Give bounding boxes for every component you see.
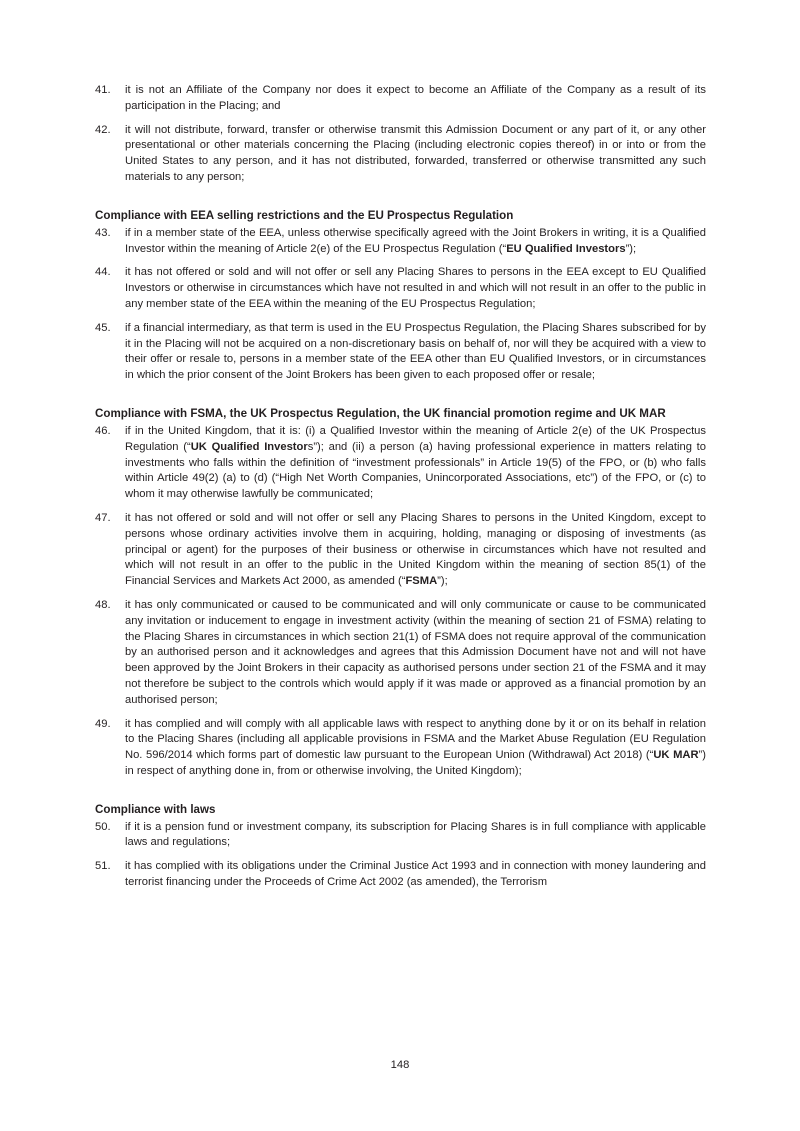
page-number: 148 (390, 1059, 410, 1071)
clause-number: 43. (95, 226, 111, 239)
clause-number: 44. (95, 266, 111, 279)
clause-48 (95, 598, 706, 709)
clause-number: 42. (95, 123, 111, 136)
defined-term: UK Qualified Investor (190, 440, 308, 453)
defined-term: FSMA (405, 575, 438, 588)
clause-number: 47. (95, 511, 111, 524)
clause-43 (95, 226, 706, 258)
clause-text: it has complied and will comply with all applicable laws with respect to anything done by it or on its behalf in relation to the Placing Shares (including all applicable provisions in FSMA and the Market Abuse Regulation (EU Regulation No. 596/2014 which forms part of domestic law pursuant to the European Union (Withdrawal) Act 2018) (“UK MAR”) in respect of anything done in, from or otherwise involving, the United Kingdom); (125, 717, 706, 777)
section-heading-eea: Compliance with EEA selling restrictions and the EU Prospectus Regulation (95, 208, 514, 222)
clause-number: 48. (95, 598, 111, 611)
clause-text: it will not distribute, forward, transfer or otherwise transmit this Admission Document or any part of it, or any other presentational or other materials concerning the Placing (including electronic copies thereof) in or into or from the United States to any person, and it has not distributed, forwarded, transferred or otherwise transmitted any such materials to any person; (125, 123, 706, 183)
clause-text: if in a member state of the EEA, unless otherwise specifically agreed with the Joint Brokers in writing, it is a Qualified Investor within the meaning of Article 2(e) of the EU Prospectus Regulation (“EU Qualified Investors”); (125, 226, 706, 255)
defined-term: EU Qualified Investors (506, 242, 626, 255)
defined-term: UK MAR (653, 749, 699, 762)
clause-47 (95, 511, 706, 590)
clause-text: it has not offered or sold and will not offer or sell any Placing Shares to persons in the United Kingdom, except to persons whose ordinary activities involve them in acquiring, holding, managing or disposing of investments (as principal or agent) for the purposes of their business or otherwise in circumstances which have not resulted and which will not result in an offer to the public in the United Kingdom within the meaning of section 85(1) of the Financial Services and Markets Act 2000, as amended (“FSMA”); (125, 511, 706, 588)
clause-text: if it is a pension fund or investment company, its subscription for Placing Shares is in full compliance with applicable laws and regulations; (125, 820, 706, 849)
clause-number: 46. (95, 424, 111, 437)
clause-46 (95, 424, 706, 503)
clause-text: if a financial intermediary, as that term is used in the EU Prospectus Regulation, the Placing Shares subscribed for by it in the Placing will not be acquired on a non-discretionary basis on behalf of, nor will they be acquired with a view to their offer or resale to, persons in a member state of the EEA other than EU Qualified Investors, or in circumstances in which the prior consent of the Joint Brokers has been given to each proposed offer or resale; (125, 321, 706, 382)
clause-number: 49. (95, 717, 111, 730)
clause-number: 51. (95, 860, 111, 873)
clause-text: it has complied with its obligations under the Criminal Justice Act 1993 and in connection with money laundering and terrorist financing under the Proceeds of Crime Act 2002 (as amended), the Terrorism (125, 860, 706, 889)
clause-text: it is not an Affiliate of the Company nor does it expect to become an Affiliate of the Company as a result of its participation in the Placing; and (125, 84, 706, 112)
clause-text: it has only communicated or caused to be communicated and will only communicate or cause to be communicated any invitation or inducement to engage in investment activity (within the meaning of section 21 of FSMA) relating to the Placing Shares in circumstances in which section 21(1) of FSMA does not require approval of the communication by an authorised person and it acknowledges and agrees that this Admission Document have not and will not have been approved by the Joint Brokers in their capacity as authorised persons under section 21 of the FSMA and it may not therefore be subject to the controls which would apply if it was made or approved as a financial promotion by an authorised person; (125, 598, 706, 706)
clause-41 (95, 83, 706, 115)
clause-44 (95, 265, 706, 312)
section-heading-laws: Compliance with laws (95, 802, 216, 816)
clause-51 (95, 859, 706, 891)
clause-50 (95, 820, 706, 852)
clause-49 (95, 717, 706, 780)
clause-45 (95, 321, 706, 384)
clause-42 (95, 123, 706, 186)
section-heading-fsma: Compliance with FSMA, the UK Prospectus Regulation, the UK financial promotion regime and UK MAR (95, 406, 666, 420)
clause-text: if in the United Kingdom, that it is: (i) a Qualified Investor within the meaning of Article 2(e) of the UK Prospectus Regulation (“UK Qualified Investors”); and (ii) a person (a) having professional experience in matters relating to investments who falls within the definition of “investment professionals” in Article 19(5) of the FPO, or (b) who falls within Article 49(2) (a) to (d) (“High Net Worth Companies, Unincorporated Associations, etc”) of the FPO, or (c) to whom it may otherwise lawfully be communicated; (125, 424, 706, 501)
clause-text: it has not offered or sold and will not offer or sell any Placing Shares to persons in the EEA except to EU Qualified Investors or otherwise in circumstances which have not resulted in and which will not result in an offer to the public in any member state of the EEA within the meaning of the EU Prospectus Regulation; (125, 266, 706, 310)
document-page (95, 83, 706, 899)
clause-number: 50. (95, 820, 111, 833)
clause-number: 41. (95, 84, 111, 96)
clause-number: 45. (95, 321, 111, 334)
